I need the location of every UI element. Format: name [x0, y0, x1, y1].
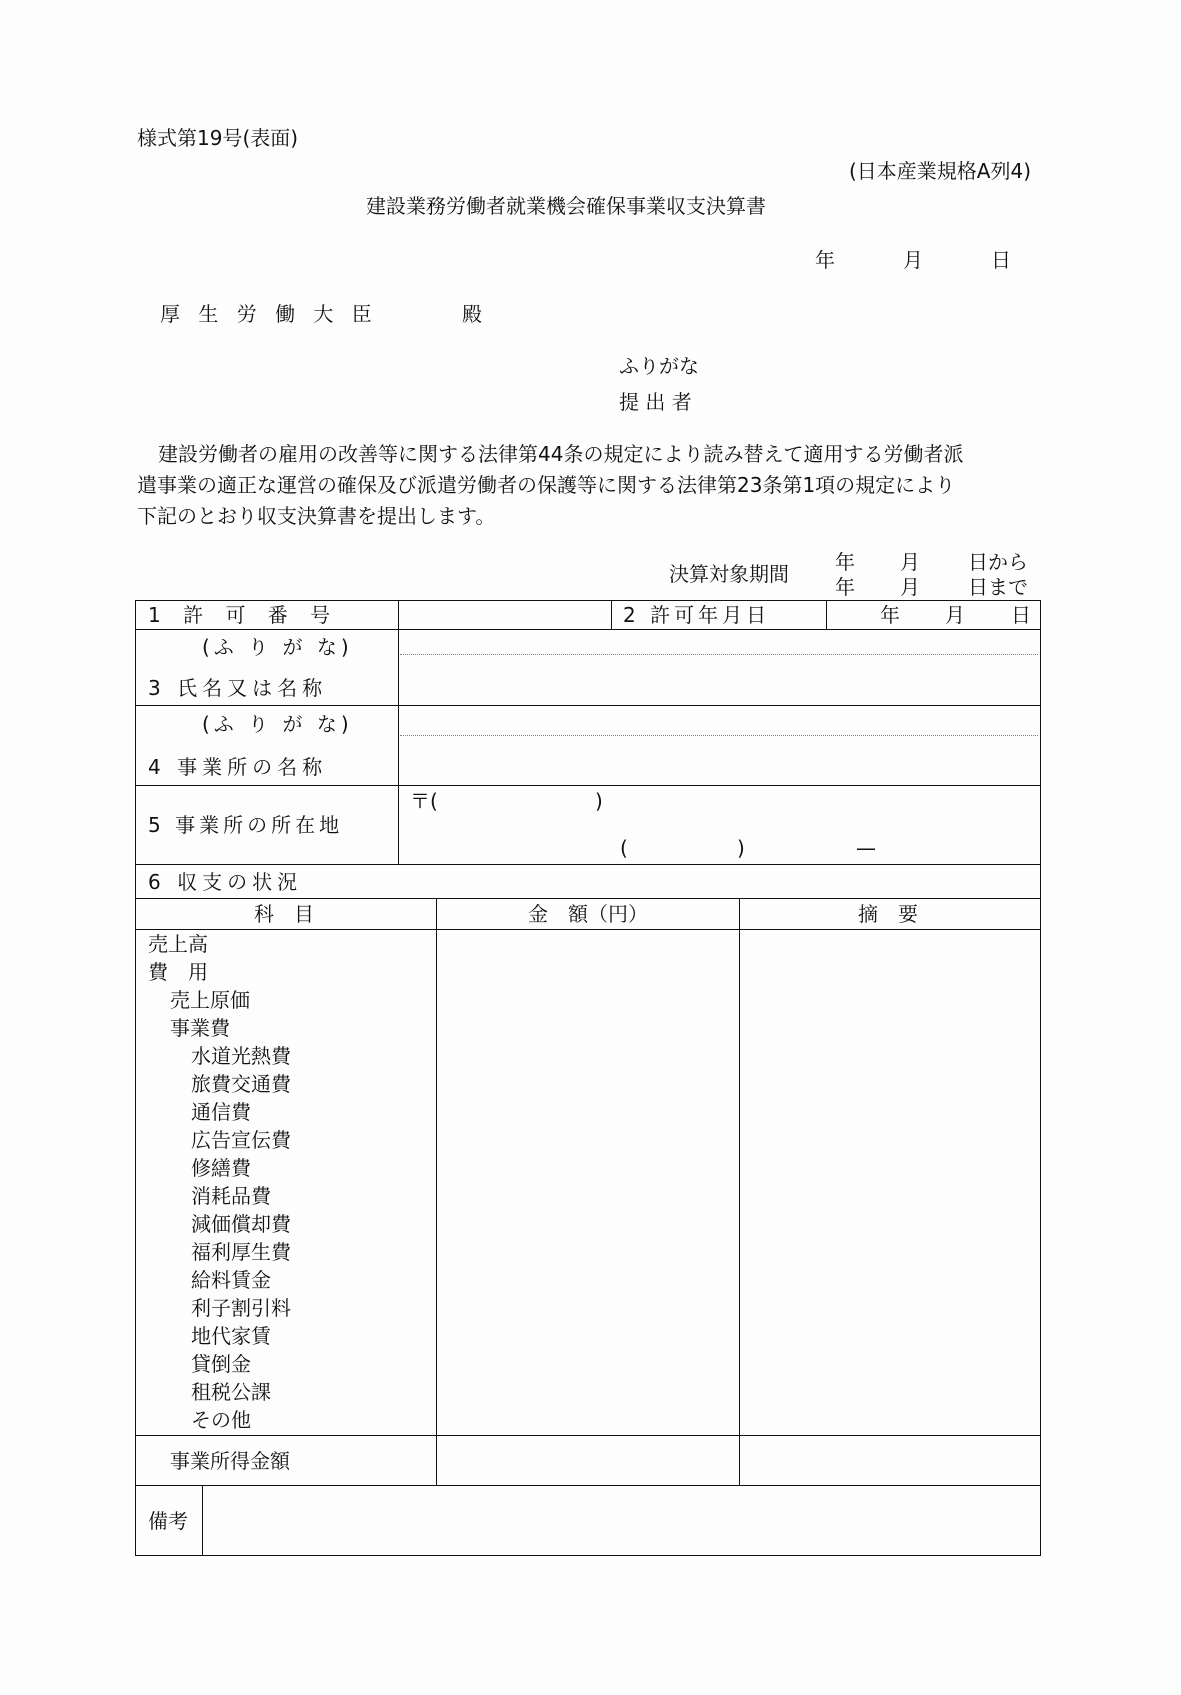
office-furigana-label: (ふ り が な)	[202, 712, 353, 736]
business-income-amount-field[interactable]	[438, 1437, 738, 1484]
divider	[135, 1435, 1041, 1436]
divider	[135, 629, 1041, 630]
phone-close: )	[737, 836, 745, 860]
balance-label: 6 収支の状況	[148, 870, 303, 894]
permit-number-field[interactable]	[400, 601, 610, 628]
document-title: 建設業務労働者就業機会確保事業収支決算書	[366, 194, 766, 218]
account-item: 売上高	[148, 932, 208, 956]
permit-date-year: 年	[880, 603, 900, 627]
submitter-furigana: ふりがな	[619, 354, 699, 378]
divider	[135, 929, 1041, 930]
account-item: 地代家賃	[191, 1324, 271, 1348]
postal-mark: 〒(	[410, 789, 438, 813]
header-amount: 金 額（円）	[528, 902, 648, 926]
office-address-label: 5 事業所の所在地	[148, 813, 344, 837]
period-from-day: 日から	[968, 550, 1028, 574]
amount-column-field[interactable]	[438, 931, 738, 1434]
account-item: 利子割引料	[191, 1296, 291, 1320]
body-line-3: 下記のとおり収支決算書を提出します。	[137, 504, 496, 528]
header-item: 科 目	[254, 902, 314, 926]
account-item: その他	[191, 1408, 251, 1432]
account-item: 通信費	[191, 1100, 251, 1124]
permit-date-label: 2 許可年月日	[623, 603, 771, 627]
divider	[135, 705, 1041, 706]
divider	[135, 785, 1041, 786]
name-furigana-label: (ふ り が な)	[202, 635, 353, 659]
period-to-month: 月	[900, 575, 920, 599]
header-remarks: 摘 要	[858, 902, 918, 926]
addressee-honorific: 殿	[462, 302, 482, 326]
account-item: 広告宣伝費	[191, 1128, 291, 1152]
office-name-field[interactable]	[400, 707, 1038, 783]
submitter-label: 提 出 者	[619, 390, 692, 414]
permit-number-label: 1 許 可 番 号	[148, 603, 339, 627]
period-from-year: 年	[835, 550, 855, 574]
account-item: 費 用	[148, 960, 208, 984]
divider	[202, 1485, 203, 1556]
paper-size: (日本産業規格A列4)	[848, 159, 1031, 183]
office-address-field[interactable]	[400, 787, 1038, 862]
account-item: 消耗品費	[191, 1184, 271, 1208]
office-name-label: 4 事業所の名称	[148, 755, 328, 779]
date-day: 日	[991, 248, 1011, 272]
account-item: 福利厚生費	[191, 1240, 291, 1264]
divider	[739, 898, 740, 1485]
date-year: 年	[815, 248, 835, 272]
account-item: 減価償却費	[191, 1212, 291, 1236]
date-month: 月	[903, 248, 923, 272]
period-to-day: 日まで	[968, 575, 1028, 599]
phone-dash: —	[856, 836, 876, 860]
remarks-field[interactable]	[204, 1487, 1038, 1554]
phone-open: (	[620, 836, 628, 860]
divider	[436, 898, 437, 1485]
permit-date-day: 日	[1011, 603, 1031, 627]
business-income-label: 事業所得金額	[170, 1449, 290, 1473]
remarks-column-field[interactable]	[741, 931, 1039, 1434]
divider	[135, 898, 1041, 899]
body-line-1: 建設労働者の雇用の改善等に関する法律第44条の規定により読み替えて適用する労働者派	[158, 442, 964, 466]
divider	[826, 600, 827, 629]
remarks-label: 備考	[148, 1509, 188, 1533]
postal-close: )	[595, 789, 603, 813]
divider	[611, 600, 612, 629]
account-item: 事業費	[170, 1016, 230, 1040]
account-item: 修繕費	[191, 1156, 251, 1180]
period-from-month: 月	[900, 550, 920, 574]
name-field[interactable]	[400, 631, 1038, 703]
account-item: 旅費交通費	[191, 1072, 291, 1096]
period-to-year: 年	[835, 575, 855, 599]
account-item: 売上原価	[170, 988, 250, 1012]
permit-date-month: 月	[945, 603, 965, 627]
account-item: 給料賃金	[191, 1268, 271, 1292]
form-number: 様式第19号(表面)	[137, 126, 299, 150]
divider	[135, 864, 1041, 865]
business-income-remarks-field[interactable]	[741, 1437, 1039, 1484]
body-line-2: 遣事業の適正な運営の確保及び派遣労働者の保護等に関する法律第23条第1項の規定により	[137, 473, 956, 497]
divider	[135, 1485, 1041, 1486]
period-label: 決算対象期間	[669, 562, 789, 586]
divider	[398, 600, 399, 864]
account-item: 水道光熱費	[191, 1044, 291, 1068]
account-item: 貸倒金	[191, 1352, 251, 1376]
name-label: 3 氏名又は名称	[148, 676, 328, 700]
account-item: 租税公課	[191, 1380, 271, 1404]
addressee: 厚 生 労 働 大 臣	[160, 302, 378, 326]
